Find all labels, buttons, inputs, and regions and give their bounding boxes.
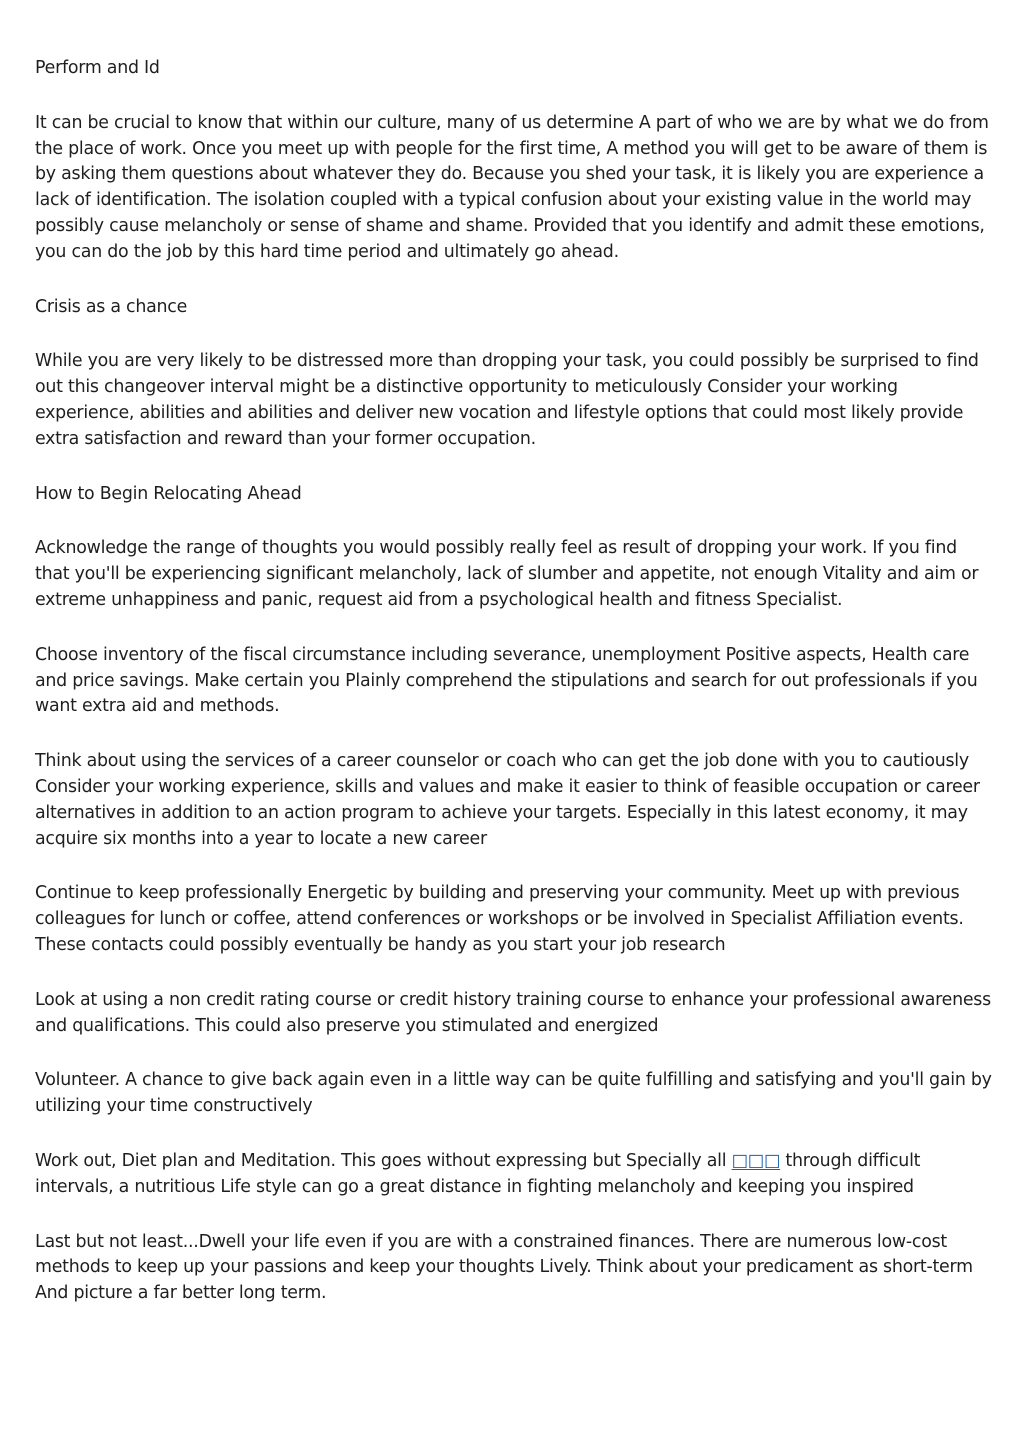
paragraph-exercise — [35, 1149, 995, 1201]
document-body — [35, 56, 995, 1336]
paragraph-network: Continue to keep professionally Energetic by building and preserving your community. Meet up with previous colleagues for lunch or coffee, attend conferences or workshops or be involved in Specialist Affiliation events. These contacts could possibly eventually be handy as you start your job research — [35, 883, 964, 955]
section-heading-moving-ahead: How to Begin Relocating Ahead — [35, 483, 302, 504]
paragraph-exercise-text-before: Work out, Diet plan and Meditation. This goes without expressing but Specially all — [35, 1150, 732, 1171]
paragraph-identity: It can be crucial to know that within our culture, many of us determine A part of who we are by what we do from the place of work. Once you meet up with people for the first time, A method you will get to be aware of them is by asking them questions about whatever they do. Because you shed your task, it is likely you are experience a lack of identification. The isolation coupled with a typical confusion about your existing value in the world may possibly cause melancholy or sense of shame and shame. Provided that you identify and admit these emotions, you can do the job by this hard time period and ultimately go ahead. — [35, 112, 989, 262]
section-heading-crisis: Crisis as a chance — [35, 296, 188, 317]
paragraph-last: Last but not least...Dwell your life even if you are with a constrained finances. There are numerous low-cost methods to keep up your passions and keep your thoughts Lively. Think about your predicament as short-term And picture a far better long term. — [35, 1231, 973, 1304]
inline-link[interactable]: □□□ — [731, 1150, 781, 1171]
paragraph-exercise-text-after: through difficult intervals, a nutritious Life style can go a great distance in fighting melancholy and keeping you inspired — [35, 1150, 921, 1197]
paragraph-volunteer: Volunteer. A chance to give back again even in a little way can be quite fulfilling and satisfying and you'll gain by utilizing your time constructively — [35, 1070, 992, 1117]
paragraph-opportunity: While you are very likely to be distressed more than dropping your task, you could possibly be surprised to find out this changeover interval might be a distinctive opportunity to meticulously Consider your working experience, abilities and abilities and deliver new vocation and lifestyle options that could most likely provide extra satisfaction and reward than your former occupation. — [35, 351, 979, 449]
paragraph-acknowledge: Acknowledge the range of thoughts you would possibly really feel as result of dropping your work. If you find that you'll be experiencing significant melancholy, lack of slumber and appetite, not enough Vitality and aim or extreme unhappiness and panic, request aid from a psychological health and fitness Specialist. — [35, 538, 979, 610]
paragraph-counselor: Think about using the services of a career counselor or coach who can get the job done with you to cautiously Consider your working experience, skills and values and make it easier to think of feasible occupation or career alternatives in addition to an action program to achieve your targets. Especially in this latest economy, it may acquire six months into a year to locate a new career — [35, 751, 980, 849]
paragraph-course: Look at using a non credit rating course or credit history training course to enhance your professional awareness and qualifications. This could also preserve you stimulated and energized — [35, 989, 991, 1036]
paragraph-inventory: Choose inventory of the fiscal circumstance including severance, unemployment Positive aspects, Health care and price savings. Make certain you Plainly comprehend the stipulations and search for out professionals if you want extra aid and methods. — [35, 644, 978, 717]
section-heading-work-and-identity: Perform and Id — [35, 58, 160, 78]
